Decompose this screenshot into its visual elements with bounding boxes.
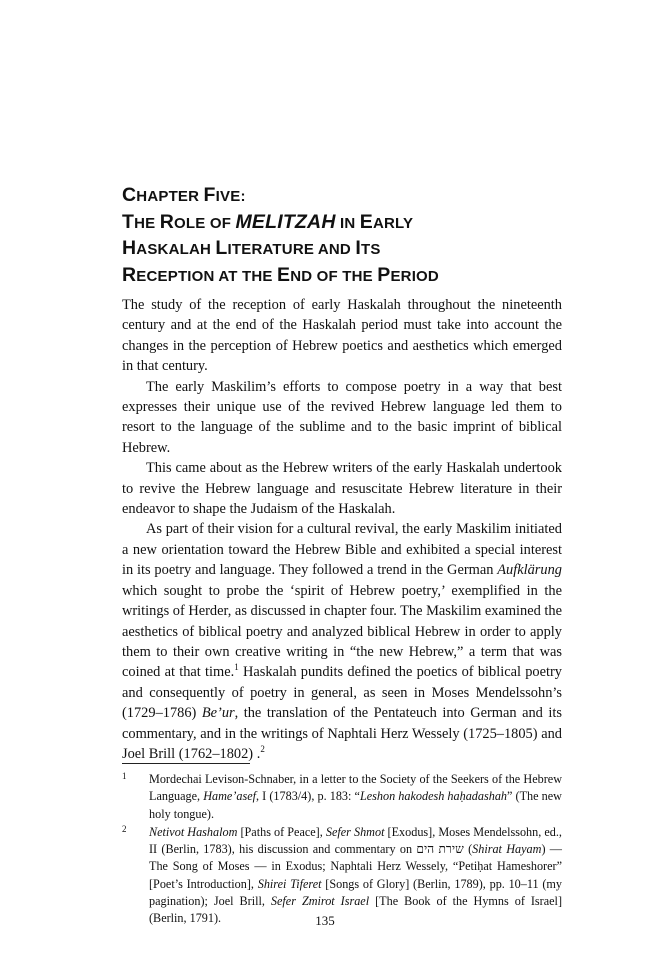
footnote-2: 2 Netivot Hashalom [Paths of Peace], Sefer Shmot [Exodus], Moses Mendelssohn, ed., II (Berlin, 1783), his discussion and commentary on שירת הים (Shirat Hayam) — The Song of Moses — in Exodus; Naphtali Herz Wessely, “Petiḥat Hameshorer” [Poet’s Introduction], Shirei Tiferet [Songs of Glory] (Berlin, 1789), pp. 10–11 (my pagination); Joel Brill, Sefer Zmirot Israel [The Book of the Hymns of Israel] (Berlin, 1791).	[122, 824, 562, 928]
footnote-separator	[122, 763, 250, 764]
paragraph: This came about as the Hebrew writers of the early Haskalah undertook to revive the Hebrew language and resuscitate Hebrew literature in their endeavor to shape the Judaism of the Haskalah.	[122, 460, 562, 518]
chapter-title-line-1: THE ROLE OF MELITZAH IN EARLY	[122, 210, 414, 233]
paragraph: The study of the reception of early Haskalah throughout the nineteenth century and at the end of the Haskalah period must take into account the changes in the perception of Hebrew poetics and aesthetics which emerged in that century.	[122, 297, 562, 375]
body-text	[122, 295, 562, 764]
footnote-ref-2[interactable]: 2	[260, 744, 265, 755]
hebrew-text: שירת הים	[416, 842, 464, 857]
footnote-number: 1	[122, 771, 127, 781]
paragraph: The early Maskilim’s efforts to compose poetry in a way that best expresses their unique use of the revived Hebrew language led them to resort to the language of the sublime and to the basic imprint of biblical Hebrew.	[122, 378, 562, 456]
chapter-number: CHAPTER FIVE:	[122, 184, 246, 206]
footnote-number: 2	[122, 823, 127, 834]
chapter-title-line-2: HASKALAH LITERATURE AND ITS	[122, 237, 381, 259]
chapter-heading	[122, 183, 562, 289]
footnote-ref-1[interactable]: 1	[234, 662, 239, 673]
paragraph: As part of their vision for a cultural revival, the early Maskilim initiated a new orientation toward the Hebrew Bible and exhibited a special interest in its poetry and language. They followed a trend in the German Aufklärung which sought to probe the ‘spirit of Hebrew poetry,’ exemplified in the writings of Herder, as discussed in chapter four. The Maskilim examined the aesthetics of biblical poetry and analyzed biblical Hebrew in order to apply them to their own creative writing in “the new Hebrew,” a term that was coined at that time.$^1$ Haskalah pundits defined the poetics of biblical poetry and consequently of poetry in general, as seen in Moses Mendelssohn’s (1729–1786) Be’ur, the translation of the Pentateuch into German and its commentary, and in the writings of Naphtali Herz Wessely (1725–1805) and Joel Brill (1762–1802) .$^2$	[122, 521, 562, 762]
page-number: 135	[315, 913, 335, 928]
footnote-1: 1 Mordechai Levison-Schnaber, in a letter to the Society of the Seekers of the Hebrew Language, Hame’asef, I (1783/4), p. 183: “Leshon hakodesh haḥadashah” (The new holy tongue).	[122, 771, 562, 823]
chapter-title-line-3: RECEPTION AT THE END OF THE PERIOD	[122, 263, 439, 286]
footnotes	[122, 771, 562, 929]
